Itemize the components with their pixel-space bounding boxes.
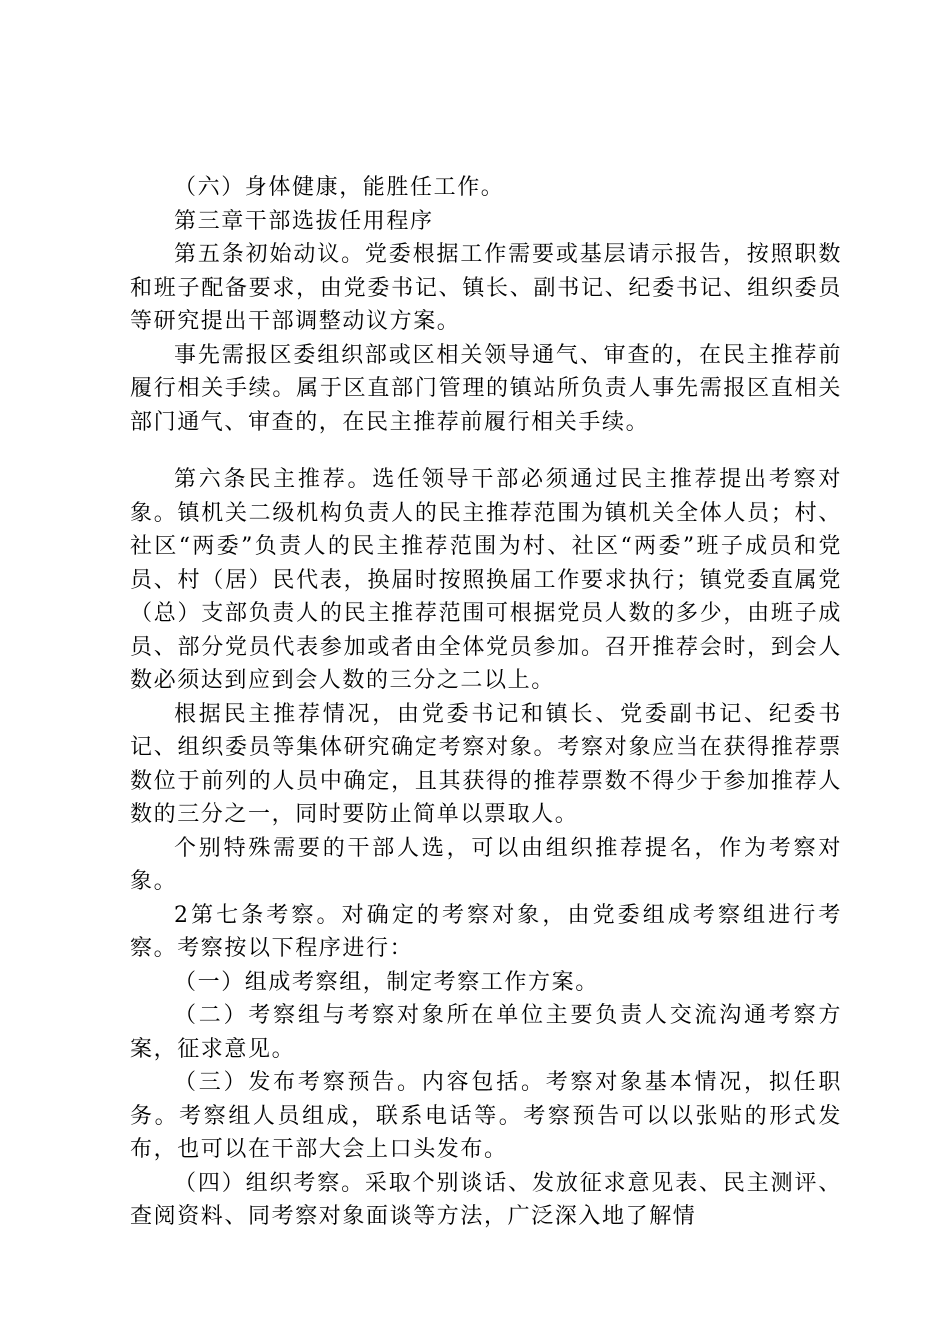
- inspection-step-3: （三）发布考察预告。内容包括。考察对象基本情况，拟任职务。考察组人员组成，联系电话等。考察预告可以以张贴的形式发布，也可以在干部大会上口头发布。: [130, 1070, 842, 1162]
- inspection-step-2: （二）考察组与考察对象所在单位主要负责人交流沟通考察方案，征求意见。: [130, 1003, 842, 1062]
- article-5-prior-report: 事先需报区委组织部或区相关领导通气、审查的，在民主推荐前履行相关手续。属于区直部门管理的镇站所负责人事先需报区直相关部门通气、审查的，在民主推荐前履行相关手续。: [130, 342, 842, 435]
- document-body: [130, 171, 842, 1234]
- article-7-inspection: 2第七条考察。对确定的考察对象，由党委组成考察组进行考察。考察按以下程序进行：: [130, 902, 842, 961]
- chapter-heading: 第三章干部选拔任用程序: [174, 208, 434, 234]
- inspection-step-4: （四）组织考察。采取个别谈话、发放征求意见表、民主测评、查阅资料、同考察对象面谈等方法，广泛深入地了解情: [130, 1170, 842, 1229]
- paragraph-item-6-health: （六）身体健康，能胜任工作。: [174, 175, 505, 200]
- article-6-determine-candidates: 根据民主推荐情况，由党委书记和镇长、党委副书记、纪委书记、组织委员等集体研究确定考察对象。考察对象应当在获得推荐票数位于前列的人员中确定，且其获得的推荐票数不得少于参加推荐人数的三分之一，同时要防止简单以票取人。: [130, 701, 842, 827]
- article-5-initial-proposal: 第五条初始动议。党委根据工作需要或基层请示报告，按照职数和班子配备要求，由党委书记、镇长、副书记、纪委书记、组织委员等研究提出干部调整动议方案。: [130, 242, 842, 334]
- article-6-special-nomination: 个别特殊需要的干部人选，可以由组织推荐提名，作为考察对象。: [130, 835, 842, 894]
- inspection-step-1: （一）组成考察组，制定考察工作方案。: [174, 969, 599, 995]
- article-6-democratic-recommendation: 第六条民主推荐。选任领导干部必须通过民主推荐提出考察对象。镇机关二级机构负责人的民主推荐范围为镇机关全体人员；村、社区“两委”负责人的民主推荐范围为村、社区“两委”班子成员和党员、村（居）民代表，换届时按照换届工作要求执行；镇党委直属党（总）支部负责人的民主推荐范围可根据党员人数的多少，由班子成员、部分党员代表参加或者由全体党员参加。召开推荐会时，到会人数必须达到应到会人数的三分之二以上。: [130, 467, 842, 693]
